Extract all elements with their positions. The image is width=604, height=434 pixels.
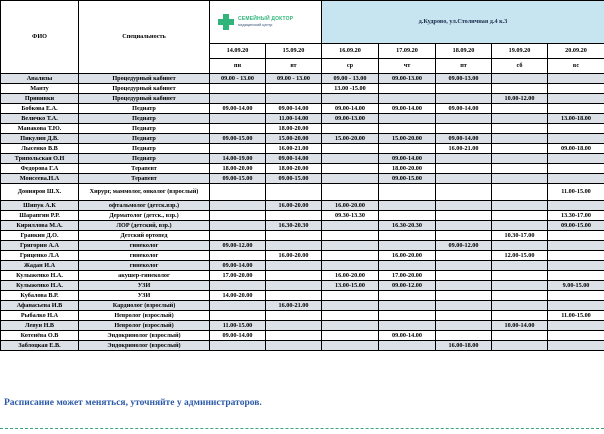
- schedule-row: [1, 231, 604, 241]
- time-slot: [436, 211, 492, 221]
- time-slot: 11.00-15.00: [210, 321, 266, 331]
- time-slot: [492, 291, 548, 301]
- schedule-disclaimer: Расписание может меняться, уточняйте у администраторов.: [4, 398, 262, 408]
- page-break-line: [0, 428, 604, 434]
- time-slot: [436, 321, 492, 331]
- time-slot: [436, 271, 492, 281]
- time-slot: [379, 291, 436, 301]
- time-slot: [322, 241, 379, 251]
- time-slot: [210, 94, 266, 104]
- time-slot: 17.00-20.00: [379, 271, 436, 281]
- time-slot: [492, 154, 548, 164]
- time-slot: [379, 114, 436, 124]
- time-slot: [379, 231, 436, 241]
- doctor-name: Заблоцкая Е.В.: [1, 341, 79, 351]
- time-slot: [379, 261, 436, 271]
- doctor-name: Бобкова Е.А.: [1, 104, 79, 114]
- time-slot: [322, 144, 379, 154]
- doctor-name: Величко Т.А.: [1, 114, 79, 124]
- doctor-specialty: Процедурный кабинет: [79, 74, 210, 84]
- time-slot: [266, 291, 322, 301]
- time-slot: [492, 114, 548, 124]
- time-slot: 09.00-14.00: [266, 154, 322, 164]
- time-slot: 16.00-21.00: [266, 144, 322, 154]
- schedule-row: [1, 291, 604, 301]
- time-slot: [436, 201, 492, 211]
- time-slot: [436, 231, 492, 241]
- time-slot: [266, 241, 322, 251]
- time-slot: 11.00-15.00: [548, 184, 604, 201]
- time-slot: [436, 291, 492, 301]
- date-header: 14.09.20: [210, 44, 266, 59]
- logo-title: СЕМЕЙНЫЙ ДОКТОР: [238, 16, 293, 22]
- time-slot: [322, 221, 379, 231]
- time-slot: [379, 211, 436, 221]
- doctor-name: Котенёва О.В: [1, 331, 79, 341]
- time-slot: [548, 104, 604, 114]
- schedule-row: [1, 114, 604, 124]
- doctor-name: Моисеева.Н.А: [1, 174, 79, 184]
- time-slot: [492, 281, 548, 291]
- doctor-name: Шипук А.К: [1, 201, 79, 211]
- time-slot: [436, 331, 492, 341]
- time-slot: 9.00-15.00: [548, 281, 604, 291]
- time-slot: 09.00-18.00: [548, 144, 604, 154]
- time-slot: [210, 311, 266, 321]
- time-slot: 09.00-14.00: [266, 104, 322, 114]
- time-slot: 09.00 - 13.00: [322, 74, 379, 84]
- time-slot: 13.00-18.00: [548, 114, 604, 124]
- schedule-row: [1, 321, 604, 331]
- time-slot: 17.00-20.00: [210, 271, 266, 281]
- doctor-specialty: Процедурный кабинет: [79, 84, 210, 94]
- time-slot: [548, 341, 604, 351]
- time-slot: [379, 341, 436, 351]
- time-slot: [379, 301, 436, 311]
- date-header: 17.09.20: [379, 44, 436, 59]
- time-slot: 12.00-15.00: [492, 251, 548, 261]
- column-header-fio: ФИО: [1, 1, 79, 74]
- doctor-name: Трипольская О.Н: [1, 154, 79, 164]
- doctor-name: Прививки: [1, 94, 79, 104]
- doctor-specialty: Педиатр: [79, 134, 210, 144]
- doctor-specialty: УЗИ: [79, 291, 210, 301]
- time-slot: [379, 201, 436, 211]
- time-slot: [379, 241, 436, 251]
- time-slot: [210, 84, 266, 94]
- time-slot: 09.00-14.00: [436, 104, 492, 114]
- doctor-specialty: Эндокринолог (взрослый): [79, 331, 210, 341]
- doctor-name: Федорова Г.А: [1, 164, 79, 174]
- doctor-name: Григорин А.А: [1, 241, 79, 251]
- time-slot: 15.00-20.00: [379, 134, 436, 144]
- date-header: 19.09.20: [492, 44, 548, 59]
- time-slot: 09.00-12.00: [436, 241, 492, 251]
- doctor-specialty: Педиатр: [79, 104, 210, 114]
- time-slot: [492, 201, 548, 211]
- time-slot: 16.00-21.00: [266, 301, 322, 311]
- time-slot: 09.00-15.00: [379, 174, 436, 184]
- time-slot: 09.00-14.00: [322, 104, 379, 114]
- time-slot: [266, 321, 322, 331]
- time-slot: [548, 251, 604, 261]
- time-slot: [548, 241, 604, 251]
- time-slot: [379, 321, 436, 331]
- time-slot: 09.00-14.00: [379, 104, 436, 114]
- time-slot: [548, 231, 604, 241]
- time-slot: 09.00-14.00: [210, 104, 266, 114]
- time-slot: 09.00-14.00: [210, 261, 266, 271]
- time-slot: [266, 331, 322, 341]
- doctor-specialty: Детский ортопед: [79, 231, 210, 241]
- schedule-row: [1, 241, 604, 251]
- time-slot: 10.00-12.00: [492, 94, 548, 104]
- time-slot: 16.00-20.00: [266, 251, 322, 261]
- time-slot: 09.00-13.00: [379, 74, 436, 84]
- schedule-row: [1, 201, 604, 211]
- time-slot: [548, 164, 604, 174]
- schedule-row: [1, 184, 604, 201]
- schedule-row: [1, 251, 604, 261]
- doctor-specialty: Педиатр: [79, 114, 210, 124]
- time-slot: [322, 94, 379, 104]
- doctor-name: Левун Н.В: [1, 321, 79, 331]
- time-slot: [210, 231, 266, 241]
- schedule-row: [1, 221, 604, 231]
- time-slot: [210, 201, 266, 211]
- time-slot: [436, 114, 492, 124]
- time-slot: 18.00-20.00: [210, 164, 266, 174]
- weekday-header: вт: [266, 59, 322, 74]
- time-slot: [492, 241, 548, 251]
- time-slot: [266, 281, 322, 291]
- time-slot: [436, 124, 492, 134]
- weekday-header: чт: [379, 59, 436, 74]
- doctor-specialty: Невролог (взрослый): [79, 311, 210, 321]
- doctor-specialty: Дерматолог (детск., взр.): [79, 211, 210, 221]
- time-slot: [492, 331, 548, 341]
- doctor-specialty: Педиатр: [79, 124, 210, 134]
- schedule-row: [1, 331, 604, 341]
- time-slot: 10.30-17.00: [492, 231, 548, 241]
- doctor-specialty: Эндокринолог (взрослый): [79, 341, 210, 351]
- weekday-header: пн: [210, 59, 266, 74]
- time-slot: [548, 174, 604, 184]
- doctor-specialty: Кардиолог (взрослый): [79, 301, 210, 311]
- date-header: 18.09.20: [436, 44, 492, 59]
- time-slot: 09.00-15.00: [210, 134, 266, 144]
- time-slot: 09.00-14.00: [210, 331, 266, 341]
- time-slot: [548, 321, 604, 331]
- time-slot: [436, 281, 492, 291]
- time-slot: [322, 174, 379, 184]
- time-slot: [210, 211, 266, 221]
- time-slot: [322, 301, 379, 311]
- time-slot: [266, 231, 322, 241]
- time-slot: [322, 321, 379, 331]
- doctor-name: Пикулин Д.В.: [1, 134, 79, 144]
- time-slot: [379, 94, 436, 104]
- doctor-name: Манту: [1, 84, 79, 94]
- time-slot: [322, 124, 379, 134]
- doctor-name: Кубалова В.Р.: [1, 291, 79, 301]
- time-slot: [379, 184, 436, 201]
- time-slot: [379, 84, 436, 94]
- time-slot: 16.00-21.00: [436, 144, 492, 154]
- time-slot: 13.00 -15.00: [322, 84, 379, 94]
- time-slot: 09.00 - 13.00: [266, 74, 322, 84]
- time-slot: [492, 261, 548, 271]
- doctor-specialty: Хирург, маммолог, онколог (взрослый): [79, 184, 210, 201]
- doctor-specialty: Терапевт: [79, 174, 210, 184]
- time-slot: [379, 124, 436, 134]
- time-slot: [492, 74, 548, 84]
- time-slot: [548, 271, 604, 281]
- time-slot: [548, 134, 604, 144]
- time-slot: [210, 251, 266, 261]
- time-slot: [548, 74, 604, 84]
- time-slot: [266, 261, 322, 271]
- time-slot: 09.00-15.00: [266, 174, 322, 184]
- time-slot: 18.00-20.00: [266, 124, 322, 134]
- time-slot: 15.00-20.00: [322, 134, 379, 144]
- date-header: 15.09.20: [266, 44, 322, 59]
- time-slot: [266, 184, 322, 201]
- time-slot: [322, 311, 379, 321]
- time-slot: [322, 154, 379, 164]
- schedule-row: [1, 74, 604, 84]
- time-slot: [548, 261, 604, 271]
- time-slot: 13.30-17.00: [548, 211, 604, 221]
- time-slot: [322, 341, 379, 351]
- doctor-specialty: акушер-гинеколог: [79, 271, 210, 281]
- schedule-row: [1, 134, 604, 144]
- time-slot: [379, 311, 436, 321]
- time-slot: [492, 164, 548, 174]
- time-slot: [436, 221, 492, 231]
- time-slot: [436, 84, 492, 94]
- time-slot: [210, 184, 266, 201]
- schedule-row: [1, 84, 604, 94]
- doctor-specialty: УЗИ: [79, 281, 210, 291]
- time-slot: [492, 184, 548, 201]
- time-slot: [210, 341, 266, 351]
- doctor-name: Кулыженко Н.А.: [1, 271, 79, 281]
- schedule-row: [1, 271, 604, 281]
- doctor-name: Манакова Т.Ю.: [1, 124, 79, 134]
- doctor-name: Кириллова М.А.: [1, 221, 79, 231]
- doctor-name: Анализы: [1, 74, 79, 84]
- time-slot: 15.00-20.00: [266, 134, 322, 144]
- time-slot: [492, 104, 548, 114]
- doctor-specialty: Педиатр: [79, 144, 210, 154]
- time-slot: 09.00-12.00: [210, 241, 266, 251]
- time-slot: [266, 311, 322, 321]
- time-slot: [266, 84, 322, 94]
- doctor-name: Гранкин Д.О.: [1, 231, 79, 241]
- medical-cross-icon: [217, 13, 235, 31]
- time-slot: [436, 301, 492, 311]
- time-slot: [436, 184, 492, 201]
- time-slot: [322, 164, 379, 174]
- time-slot: [210, 221, 266, 231]
- time-slot: 16.00-18.00: [436, 341, 492, 351]
- time-slot: 16.00-20.00: [322, 201, 379, 211]
- time-slot: [436, 164, 492, 174]
- schedule-row: [1, 341, 604, 351]
- time-slot: [492, 134, 548, 144]
- time-slot: [436, 251, 492, 261]
- doctor-name: Кулыженко Н.А.: [1, 281, 79, 291]
- schedule-row: [1, 174, 604, 184]
- doctor-specialty: офтальмолог (детск.взр.): [79, 201, 210, 211]
- date-header: 20.09.20: [548, 44, 604, 59]
- time-slot: [492, 211, 548, 221]
- time-slot: 09.00-13.00: [322, 114, 379, 124]
- schedule-row: [1, 281, 604, 291]
- doctor-name: Лысенко В.В: [1, 144, 79, 154]
- column-header-specialty: Специальность: [79, 1, 210, 74]
- time-slot: [492, 84, 548, 94]
- time-slot: [210, 124, 266, 134]
- doctor-name: Рыбалко Н.А: [1, 311, 79, 321]
- schedule-row: [1, 211, 604, 221]
- time-slot: [322, 261, 379, 271]
- time-slot: [322, 231, 379, 241]
- time-slot: [548, 94, 604, 104]
- time-slot: [436, 261, 492, 271]
- time-slot: [492, 341, 548, 351]
- time-slot: [548, 331, 604, 341]
- schedule-row: [1, 261, 604, 271]
- doctor-name: Шарапгин Р.Р.: [1, 211, 79, 221]
- time-slot: [322, 331, 379, 341]
- time-slot: 14.00-20.00: [210, 291, 266, 301]
- logo-subtitle: медицинский центр: [238, 22, 293, 28]
- time-slot: [492, 221, 548, 231]
- time-slot: [548, 291, 604, 301]
- clinic-logo: [210, 1, 322, 44]
- weekday-header: сб: [492, 59, 548, 74]
- doctor-specialty: Терапевт: [79, 164, 210, 174]
- time-slot: [379, 144, 436, 154]
- time-slot: [548, 84, 604, 94]
- doctor-name: Жадан И.А: [1, 261, 79, 271]
- time-slot: 10.00-14.00: [492, 321, 548, 331]
- time-slot: 09.00-14.00: [379, 154, 436, 164]
- time-slot: 16.00-20.00: [379, 251, 436, 261]
- time-slot: 09.00-15.00: [210, 174, 266, 184]
- schedule-row: [1, 124, 604, 134]
- schedule-row: [1, 311, 604, 321]
- time-slot: [548, 154, 604, 164]
- doctor-name: Донияров Ш.Х.: [1, 184, 79, 201]
- time-slot: 13.00-15.00: [322, 281, 379, 291]
- time-slot: 16.00-20.00: [322, 271, 379, 281]
- time-slot: [548, 301, 604, 311]
- time-slot: [492, 174, 548, 184]
- time-slot: [492, 311, 548, 321]
- time-slot: [492, 144, 548, 154]
- time-slot: [210, 144, 266, 154]
- doctor-specialty: Процедурный кабинет: [79, 94, 210, 104]
- time-slot: [436, 154, 492, 164]
- doctor-name: Афанасьева И.В: [1, 301, 79, 311]
- time-slot: 09.00 - 13.00: [210, 74, 266, 84]
- time-slot: 14.00-19.00: [210, 154, 266, 164]
- weekday-header: вс: [548, 59, 604, 74]
- schedule-row: [1, 301, 604, 311]
- time-slot: [266, 271, 322, 281]
- time-slot: [436, 94, 492, 104]
- time-slot: [322, 251, 379, 261]
- time-slot: 11.00-15.00: [548, 311, 604, 321]
- time-slot: [210, 114, 266, 124]
- time-slot: [492, 301, 548, 311]
- weekday-header: ср: [322, 59, 379, 74]
- time-slot: [436, 174, 492, 184]
- schedule-row: [1, 104, 604, 114]
- time-slot: [322, 184, 379, 201]
- time-slot: 09.00-14.00: [379, 331, 436, 341]
- time-slot: [266, 94, 322, 104]
- time-slot: [548, 201, 604, 211]
- weekday-header: пт: [436, 59, 492, 74]
- time-slot: [266, 341, 322, 351]
- time-slot: [492, 271, 548, 281]
- doctor-specialty: ЛОР (детский, взр.): [79, 221, 210, 231]
- schedule-row: [1, 94, 604, 104]
- time-slot: [548, 124, 604, 134]
- date-header: 16.09.20: [322, 44, 379, 59]
- doctor-specialty: Невролог (взрослый): [79, 321, 210, 331]
- doctor-specialty: гинеколог: [79, 251, 210, 261]
- time-slot: 09.00-13.00: [436, 74, 492, 84]
- time-slot: 18.00-20.00: [266, 164, 322, 174]
- time-slot: [436, 311, 492, 321]
- schedule-row: [1, 144, 604, 154]
- schedule-row: [1, 154, 604, 164]
- time-slot: 16.30-20.30: [266, 221, 322, 231]
- time-slot: 16.30-20.30: [379, 221, 436, 231]
- doctor-name: Гриценко Л.А: [1, 251, 79, 261]
- doctor-specialty: Педиатр: [79, 154, 210, 164]
- time-slot: 18.00-20.00: [379, 164, 436, 174]
- time-slot: [210, 301, 266, 311]
- time-slot: [322, 291, 379, 301]
- time-slot: [266, 211, 322, 221]
- time-slot: 09.00-15.00: [548, 221, 604, 231]
- time-slot: [210, 281, 266, 291]
- time-slot: 09.00-14.00: [436, 134, 492, 144]
- clinic-address: д.Кудрово, ул.Столичная д.4 к.3: [322, 1, 604, 44]
- doctor-specialty: гинеколог: [79, 241, 210, 251]
- time-slot: [492, 124, 548, 134]
- doctor-specialty: гинеколог: [79, 261, 210, 271]
- time-slot: 11.00-14.00: [266, 114, 322, 124]
- time-slot: 09.30-13.30: [322, 211, 379, 221]
- schedule-row: [1, 164, 604, 174]
- time-slot: 09.00-12.00: [379, 281, 436, 291]
- time-slot: 16.00-20.00: [266, 201, 322, 211]
